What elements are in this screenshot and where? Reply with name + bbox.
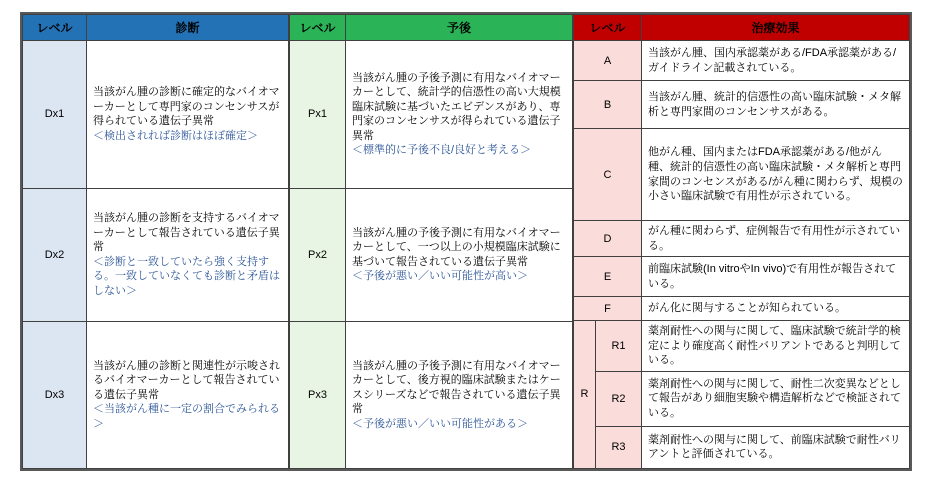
- px1-text: 当該がん腫の予後予測に有用なバイオマーカーとして、統計学的信憑性の高い大規模臨床試験に基づいたエビデンスがあり、専門家のコンセンサスが得られている遺伝子異常: [352, 71, 561, 142]
- px3-note: ＜予後が悪い／いい可能性がある＞: [352, 417, 528, 430]
- table-row: [290, 188, 573, 321]
- level-e-cell: E: [574, 257, 642, 297]
- level-f-description-cell: [642, 297, 910, 321]
- level-d-cell: D: [574, 221, 642, 257]
- table-row: [574, 371, 910, 426]
- table-row: [23, 322, 289, 469]
- level-c-description-cell: [642, 129, 910, 221]
- level-r1-text: 薬剤耐性への関与に関して、臨床試験で統計学的検定により確度高く耐性バリアントであると判明している。: [648, 325, 901, 367]
- evidence-level-table: [20, 12, 912, 471]
- level-a-text: 当該がん腫、国内承認薬がある/FDA承認薬がある/ガイドライン記載されている。: [648, 46, 897, 74]
- level-r1-description-cell: [642, 321, 910, 372]
- level-r2-text: 薬剤耐性への関与に関して、耐性二次変異などとして報告があり細胞実験や構造解析などで検証されている。: [648, 377, 901, 419]
- level-d-text: がん種に関わらず、症例報告で有用性が示されている。: [648, 225, 901, 252]
- level-b-description-cell: [642, 81, 910, 129]
- level-r3-description-cell: [642, 426, 910, 468]
- dx2-text: 当該がん腫の診断を支持するバイオマーカーとして報告されている遺伝子異常: [93, 212, 280, 254]
- diagnosis-section: [22, 14, 289, 469]
- treatment-section: [573, 14, 910, 469]
- dx2-description-cell: [87, 188, 289, 321]
- table-row: [574, 81, 910, 129]
- px1-note: ＜標準的に予後不良/良好と考える＞: [352, 144, 532, 157]
- level-r3-text: 薬剤耐性への関与に関して、前臨床試験で耐性バリアントと評価されている。: [648, 433, 901, 461]
- treatment-title-header: 治療効果: [642, 15, 910, 41]
- table-row: [574, 221, 910, 257]
- table-row: [290, 41, 573, 189]
- dx3-note: ＜当該がん種に一定の割合でみられる＞: [93, 403, 280, 430]
- dx1-text: 当該がん腫の診断に確定的なバイオマーカーとして専門家のコンセンサスが得られている遺伝子異常: [93, 86, 280, 128]
- table-row: [574, 129, 910, 221]
- diagnosis-header-row: [23, 15, 289, 41]
- diagnosis-title-header: 診断: [87, 15, 289, 41]
- px2-note: ＜予後が悪い／いい可能性が高い＞: [352, 270, 528, 283]
- level-f-text: がん化に関与することが知られている。: [648, 302, 846, 315]
- prognosis-section: [289, 14, 573, 469]
- table-row: [574, 257, 910, 297]
- table-row: [23, 41, 289, 189]
- level-c-cell: C: [574, 129, 642, 221]
- diagnosis-level-header: レベル: [23, 15, 87, 41]
- px2-description-cell: [346, 188, 573, 321]
- prognosis-title-header: 予後: [346, 15, 573, 41]
- dx3-text: 当該がん腫の診断と関連性が示唆されるバイオマーカーとして報告されている遺伝子異常: [93, 359, 280, 401]
- dx2-note: ＜診断と一致していたら強く支持する。一致していなくても診断と矛盾はしない＞: [93, 255, 280, 297]
- level-d-description-cell: [642, 221, 910, 257]
- px1-description-cell: [346, 41, 573, 189]
- table-row: [290, 322, 573, 469]
- level-r1-cell: R1: [596, 321, 642, 372]
- px2-text: 当該がん腫の予後予測に有用なバイオマーカーとして、一つ以上の小規模臨床試験に基づいて報告されている遺伝子異常: [352, 226, 561, 268]
- dx1-level-cell: Dx1: [23, 41, 87, 189]
- level-c-text: 他がん種、国内またはFDA承認薬がある/他がん種、統計的信憑性の高い臨床試験・メタ解析と専門家間のコンセンスがある/がん種に関わらず、規模の小さい臨床試験で有用性が示されている。: [648, 146, 903, 203]
- dx1-note: ＜検出されれば診断はほぼ確定＞: [93, 129, 258, 142]
- table-row: [574, 297, 910, 321]
- dx3-level-cell: Dx3: [23, 322, 87, 469]
- dx1-description-cell: [87, 41, 289, 189]
- table-row: [574, 426, 910, 468]
- treatment-header-row: [574, 15, 910, 41]
- level-a-description-cell: [642, 41, 910, 81]
- level-f-cell: F: [574, 297, 642, 321]
- px1-level-cell: Px1: [290, 41, 346, 189]
- level-a-cell: A: [574, 41, 642, 81]
- dx2-level-cell: Dx2: [23, 188, 87, 321]
- table-row: [23, 188, 289, 321]
- prognosis-header-row: [290, 15, 573, 41]
- level-e-description-cell: [642, 257, 910, 297]
- level-b-text: 当該がん腫、統計的信憑性の高い臨床試験・メタ解析と専門家間のコンセンサスがある。: [648, 90, 901, 118]
- dx3-description-cell: [87, 322, 289, 469]
- table-row: [574, 321, 910, 372]
- level-r2-cell: R2: [596, 371, 642, 426]
- table-row: [574, 41, 910, 81]
- px3-level-cell: Px3: [290, 322, 346, 469]
- treatment-level-header: レベル: [574, 15, 642, 41]
- level-r-group-cell: R: [574, 321, 596, 469]
- px2-level-cell: Px2: [290, 188, 346, 321]
- px3-text: 当該がん腫の予後予測に有用なバイオマーカーとして、後方視的臨床試験またはケースシリーズなどで報告されている遺伝子異常: [352, 359, 561, 416]
- px3-description-cell: [346, 322, 573, 469]
- level-e-text: 前臨床試験(In vitroやIn vivo)で有用性が報告されている。: [648, 263, 897, 290]
- level-b-cell: B: [574, 81, 642, 129]
- level-r2-description-cell: [642, 371, 910, 426]
- prognosis-level-header: レベル: [290, 15, 346, 41]
- level-r3-cell: R3: [596, 426, 642, 468]
